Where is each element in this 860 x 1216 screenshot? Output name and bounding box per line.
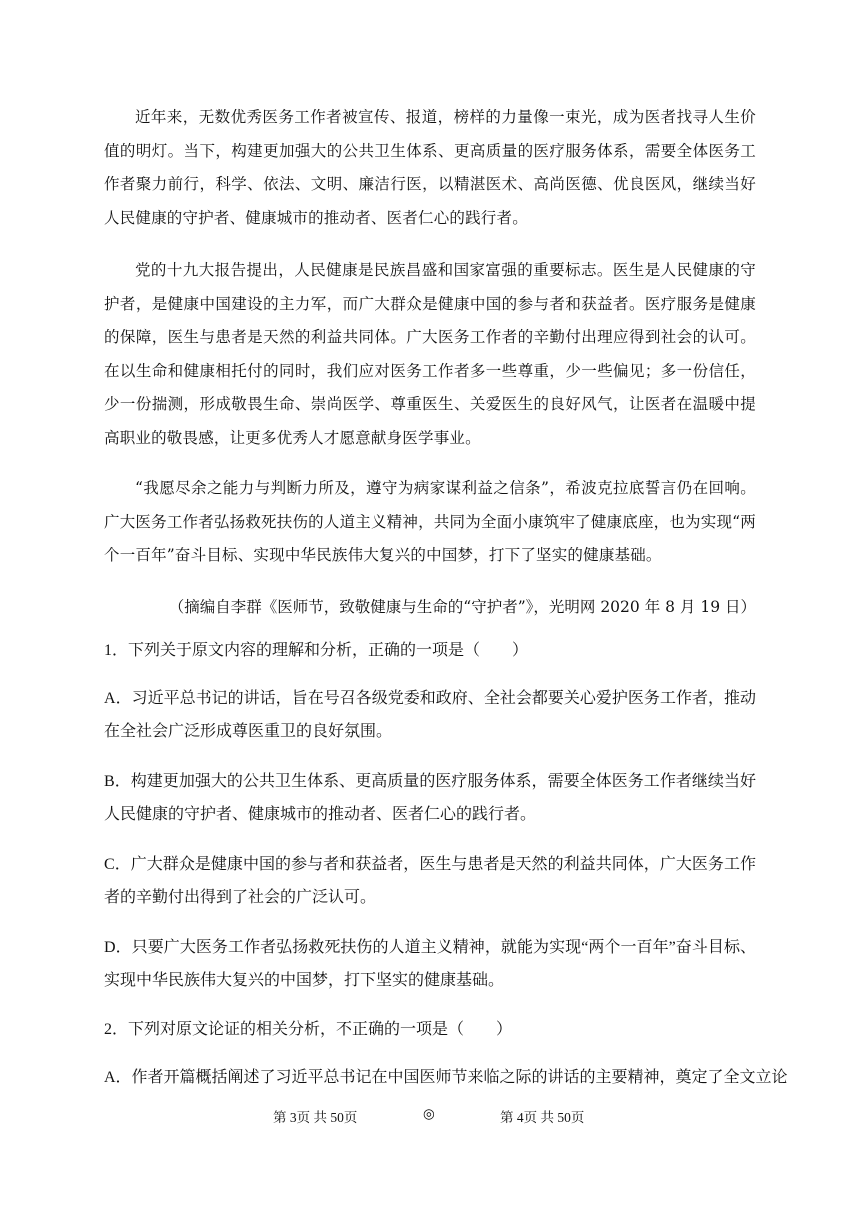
footer-left-page-number: 第 3页 共 50页 bbox=[273, 1110, 358, 1125]
passage-source-citation: （摘编自李群《医师节，致敬健康与生命的“守护者”》，光明网 2020 年 8 月 19 日） bbox=[168, 598, 756, 616]
question-1-option-a: A．习近平总书记的讲话，旨在号召各级党委和政府、全社会都要关心爱护医务工作者，推动在全社会广泛形成尊医重卫的良好氛围。 bbox=[104, 690, 756, 740]
question-1-option-d: D．只要广大医务工作者弘扬救死扶伤的人道主义精神，就能为实现“两个一百年”奋斗目标、实现中华民族伟大复兴的中国梦，打下坚实的健康基础。 bbox=[104, 939, 756, 989]
passage-paragraph-1: 近年来，无数优秀医务工作者被宣传、报道，榜样的力量像一束光，成为医者找寻人生价值的明灯。当下，构建更加强大的公共卫生体系、更高质量的医疗服务体系，需要全体医务工作者聚力前行，科学、依法、文明、廉洁行医，以精湛医术、高尚医德、优良医风，继续当好人民健康的守护者、健康城市的推动者、医者仁心的践行者。 bbox=[104, 108, 756, 227]
footer-right-page-number: 第 4页 共 50页 bbox=[500, 1110, 585, 1125]
question-1-option-b: B．构建更加强大的公共卫生体系、更高质量的医疗服务体系，需要全体医务工作者继续当好人民健康的守护者、健康城市的推动者、医者仁心的践行者。 bbox=[104, 773, 756, 823]
question-1-option-c: C．广大群众是健康中国的参与者和获益者，医生与患者是天然的利益共同体，广大医务工作者的辛勤付出得到了社会的广泛认可。 bbox=[104, 856, 756, 906]
footer-center-mark: ◎ bbox=[423, 1106, 435, 1121]
page-footer bbox=[0, 1106, 860, 1130]
question-2-stem: 2．下列对原文论证的相关分析，不正确的一项是（ ） bbox=[104, 1021, 513, 1038]
passage-paragraph-2: 党的十九大报告提出，人民健康是民族昌盛和国家富强的重要标志。医生是人民健康的守护者，是健康中国建设的主力军，而广大群众是健康中国的参与者和获益者。医疗服务是健康的保障，医生与患者是天然的利益共同体。广大医务工作者的辛勤付出理应得到社会的认可。在以生命和健康相托付的同时，我们应对医务工作者多一些尊重，少一些偏见；多一份信任，少一份揣测，形成敬畏生命、崇尚医学、尊重医生、关爱医生的良好风气，让医者在温暖中提高职业的敬畏感，让更多优秀人才愿意献身医学事业。 bbox=[104, 261, 756, 447]
question-2-option-a: A．作者开篇概括阐述了习近平总书记在中国医师节来临之际的讲话的主要精神，奠定了全文立论 bbox=[104, 1069, 788, 1086]
question-1-stem: 1．下列关于原文内容的理解和分析，正确的一项是（ ） bbox=[104, 642, 529, 659]
passage-paragraph-3: “我愿尽余之能力与判断力所及，遵守为病家谋利益之信条”，希波克拉底誓言仍在回响。广大医务工作者弘扬救死扶伤的人道主义精神，共同为全面小康筑牢了健康底座，也为实现“两个一百年”奋斗目标、实现中华民族伟大复兴的中国梦，打下了坚实的健康基础。 bbox=[104, 479, 756, 564]
